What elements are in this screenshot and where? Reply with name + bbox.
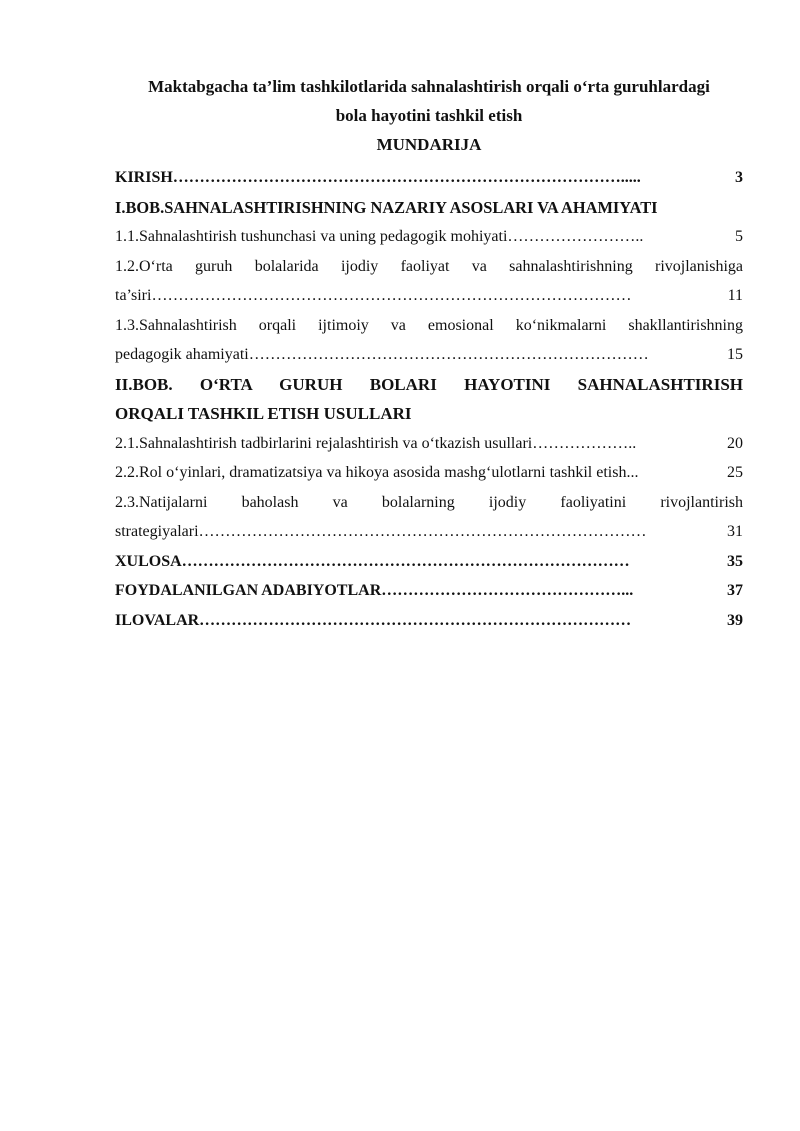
toc-page-number: 20 xyxy=(726,429,743,459)
toc-page-number: 15 xyxy=(727,340,743,370)
toc-entry-kirish xyxy=(115,163,743,193)
toc-entry-text-line-2 xyxy=(115,517,743,547)
toc-entry-text-line-2 xyxy=(115,340,743,370)
toc-entry-text-line-1: 2.3.Natijalarni baholash va bolalarning ijodiy faoliyatini rivojlantirish xyxy=(115,493,743,511)
contents-heading: MUNDARIJA xyxy=(376,135,482,154)
toc-entry-1-1 xyxy=(115,222,743,252)
toc-entry-1-3 xyxy=(115,311,743,370)
toc-entry-2-3 xyxy=(115,488,743,547)
toc-entry-text: XULOSA………………………………………………………………………… xyxy=(115,552,630,570)
toc-entry-xulosa xyxy=(115,547,743,577)
toc-page-number: 31 xyxy=(727,517,743,547)
toc-page-number: 37 xyxy=(726,576,743,606)
toc-entry-text-line-2 xyxy=(115,281,743,311)
toc-entry-text: I.BOB.SAHNALASHTIRISHNING NAZARIY ASOSLARI VA AHAMIYATI xyxy=(115,197,658,217)
toc-entry-1-2 xyxy=(115,252,743,311)
toc-entry-text: 2.1.Sahnalashtirish tadbirlarini rejalashtirish va o‘tkazish usullari……………….. xyxy=(115,434,637,452)
toc-entry-text: 2.2.Rol o‘yinlari, dramatizatsiya va hikoya asosida mashg‘ulotlarni tashkil etish... xyxy=(115,464,639,481)
toc-entry-text: strategiyalari………………………………………………………………………… xyxy=(115,523,647,540)
toc-entry-text: KIRISH…………………………………………………………………………..... xyxy=(115,169,641,186)
document-page xyxy=(115,72,743,635)
toc-entry-text: pedagogik ahamiyati………………………………………………………………… xyxy=(115,346,649,363)
document-title-line-2: bola hayotini tashkil etish xyxy=(335,106,523,125)
toc-entry-2-1 xyxy=(115,429,743,459)
toc-chapter-2-line-2: ORQALI TASHKIL ETISH USULLARI xyxy=(115,404,412,423)
toc-page-number: 11 xyxy=(728,281,743,311)
toc-entry-text: 1.1.Sahnalashtirish tushunchasi va uning pedagogik mohiyati…………………….. xyxy=(115,228,644,245)
toc-entry-2-2 xyxy=(115,458,743,488)
toc-entry-ilovalar xyxy=(115,606,743,636)
toc-entry-text-line-1: 1.3.Sahnalashtirish orqali ijtimoiy va emosional ko‘nikmalarni shakllantirishning xyxy=(115,316,743,334)
toc-page-number: 3 xyxy=(734,163,743,193)
toc-chapter-2 xyxy=(115,370,743,429)
toc-entry-text: ta’siri……………………………………………………………………………… xyxy=(115,287,632,304)
toc-page-number: 25 xyxy=(726,458,743,488)
toc-page-number: 35 xyxy=(726,547,743,577)
toc-page-number: 39 xyxy=(726,606,743,636)
toc-entry-text: ILOVALAR……………………………………………………………………… xyxy=(115,611,632,629)
toc-entry-text-line-1: 1.2.O‘rta guruh bolalarida ijodiy faoliyat va sahnalashtirishning rivojlanishiga xyxy=(115,257,743,275)
document-title-line-1: Maktabgacha ta’lim tashkilotlarida sahnalashtirish orqali o‘rta guruhlardagi xyxy=(148,77,710,96)
toc-chapter-1 xyxy=(115,193,743,223)
toc-entry-text: FOYDALANILGAN ADABIYOTLAR………………………………………... xyxy=(115,582,634,599)
toc-chapter-2-line-1: II.BOB. O‘RTA GURUH BOLARI HAYOTINI SAHNALASHTIRISH xyxy=(115,374,743,394)
toc-page-number: 5 xyxy=(734,222,743,252)
table-of-contents xyxy=(115,163,743,635)
toc-entry-foydalanilgan-adabiyotlar xyxy=(115,576,743,606)
